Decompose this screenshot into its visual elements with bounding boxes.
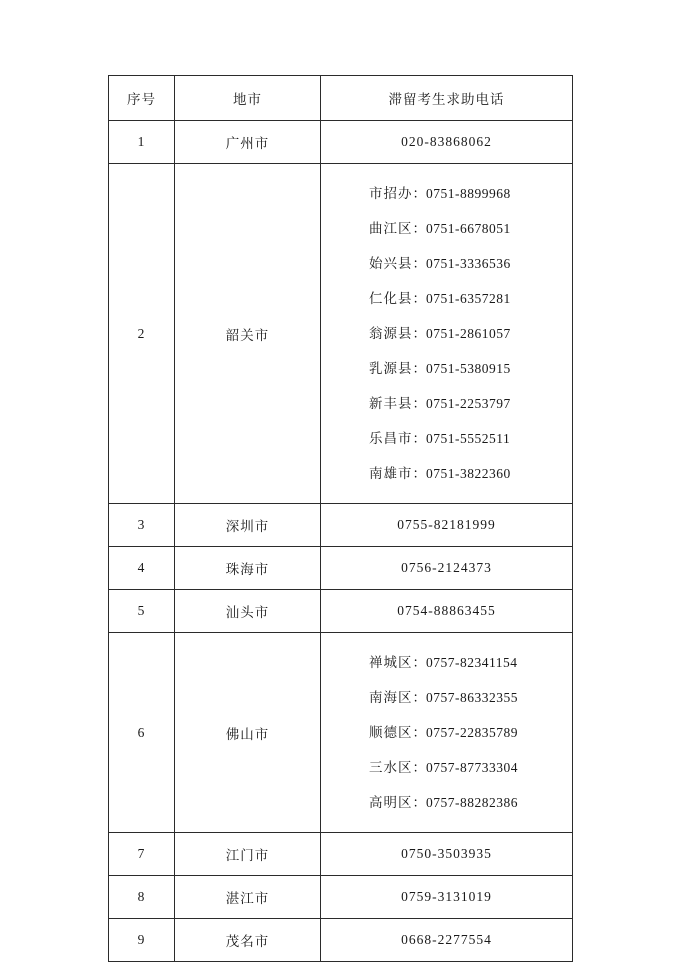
sub-phone-number: 0751-3822360: [426, 466, 511, 481]
sub-phone-item: [321, 421, 572, 456]
table-body: [109, 121, 573, 962]
sub-phone-item: [321, 750, 572, 785]
row-phone: 0759-3131019: [321, 876, 573, 919]
row-city: 深圳市: [175, 504, 321, 547]
sub-phone-label: 始兴县: [369, 256, 413, 271]
sub-phone-label: 禅城区: [369, 655, 413, 670]
row-city: 汕头市: [175, 590, 321, 633]
column-header-city: 地市: [175, 76, 321, 121]
row-city: 韶关市: [175, 164, 321, 504]
sub-phone-item: [321, 246, 572, 281]
sub-phone-number: 0757-87733304: [426, 760, 518, 775]
table-row: [109, 121, 573, 164]
sub-phone-label: 仁化县: [369, 291, 413, 306]
sub-phone-item: [321, 386, 572, 421]
sub-phone-separator: ：: [412, 795, 426, 810]
row-phone: 0755-82181999: [321, 504, 573, 547]
sub-phone-item: [321, 351, 572, 386]
table-row: [109, 590, 573, 633]
row-index: 9: [109, 919, 175, 962]
sub-phone-separator: ：: [412, 466, 426, 481]
stranded-candidate-hotline-table: [108, 75, 573, 962]
row-index: 3: [109, 504, 175, 547]
row-city: 佛山市: [175, 633, 321, 833]
sub-phone-number: 0751-3336536: [426, 256, 511, 271]
sub-phone-separator: ：: [412, 760, 426, 775]
row-phone-list: [321, 633, 573, 833]
sub-phone-item: [321, 680, 572, 715]
table-row: [109, 633, 573, 833]
table-row: [109, 833, 573, 876]
sub-phone-separator: ：: [412, 690, 426, 705]
row-index: 4: [109, 547, 175, 590]
sub-phone-list: [321, 633, 572, 832]
row-phone: 0750-3503935: [321, 833, 573, 876]
sub-phone-label: 南海区: [369, 690, 413, 705]
sub-phone-separator: ：: [412, 256, 426, 271]
row-index: 1: [109, 121, 175, 164]
sub-phone-label: 南雄市: [369, 466, 413, 481]
sub-phone-number: 0757-88282386: [426, 795, 518, 810]
row-index: 2: [109, 164, 175, 504]
sub-phone-item: [321, 211, 572, 246]
sub-phone-label: 市招办: [369, 186, 413, 201]
sub-phone-separator: ：: [412, 291, 426, 306]
sub-phone-item: [321, 715, 572, 750]
sub-phone-separator: ：: [412, 326, 426, 341]
sub-phone-number: 0757-86332355: [426, 690, 518, 705]
sub-phone-number: 0751-6357281: [426, 291, 511, 306]
sub-phone-item: [321, 785, 572, 820]
sub-phone-number: 0751-5380915: [426, 361, 511, 376]
sub-phone-separator: ：: [412, 725, 426, 740]
sub-phone-separator: ：: [412, 396, 426, 411]
sub-phone-number: 0757-82341154: [426, 655, 518, 670]
table-row: [109, 919, 573, 962]
row-phone: 0756-2124373: [321, 547, 573, 590]
table-header: [109, 76, 573, 121]
sub-phone-number: 0751-6678051: [426, 221, 511, 236]
row-city: 广州市: [175, 121, 321, 164]
phone-table-container: [108, 75, 572, 962]
column-header-phone: 滞留考生求助电话: [321, 76, 573, 121]
table-header-row: [109, 76, 573, 121]
sub-phone-separator: ：: [412, 431, 426, 446]
sub-phone-separator: ：: [412, 221, 426, 236]
sub-phone-number: 0751-5552511: [426, 431, 511, 446]
table-row: [109, 876, 573, 919]
sub-phone-number: 0751-8899968: [426, 186, 511, 201]
sub-phone-item: [321, 316, 572, 351]
sub-phone-list: [321, 164, 572, 503]
sub-phone-number: 0751-2861057: [426, 326, 511, 341]
sub-phone-label: 曲江区: [369, 221, 413, 236]
sub-phone-item: [321, 176, 572, 211]
sub-phone-label: 顺德区: [369, 725, 413, 740]
row-city: 湛江市: [175, 876, 321, 919]
sub-phone-number: 0757-22835789: [426, 725, 518, 740]
row-phone-list: [321, 164, 573, 504]
row-phone: 0668-2277554: [321, 919, 573, 962]
table-row: [109, 164, 573, 504]
column-header-index: 序号: [109, 76, 175, 121]
row-phone: 0754-88863455: [321, 590, 573, 633]
sub-phone-label: 翁源县: [369, 326, 413, 341]
sub-phone-separator: ：: [412, 186, 426, 201]
row-index: 6: [109, 633, 175, 833]
sub-phone-label: 乐昌市: [369, 431, 413, 446]
sub-phone-item: [321, 456, 572, 491]
row-index: 5: [109, 590, 175, 633]
sub-phone-separator: ：: [412, 361, 426, 376]
sub-phone-label: 三水区: [369, 760, 413, 775]
sub-phone-label: 乳源县: [369, 361, 413, 376]
sub-phone-item: [321, 281, 572, 316]
sub-phone-separator: ：: [412, 655, 426, 670]
sub-phone-label: 高明区: [369, 795, 413, 810]
row-index: 7: [109, 833, 175, 876]
row-city: 茂名市: [175, 919, 321, 962]
row-city: 珠海市: [175, 547, 321, 590]
table-row: [109, 504, 573, 547]
table-row: [109, 547, 573, 590]
row-city: 江门市: [175, 833, 321, 876]
row-index: 8: [109, 876, 175, 919]
sub-phone-label: 新丰县: [369, 396, 413, 411]
sub-phone-number: 0751-2253797: [426, 396, 511, 411]
sub-phone-item: [321, 645, 572, 680]
row-phone: 020-83868062: [321, 121, 573, 164]
